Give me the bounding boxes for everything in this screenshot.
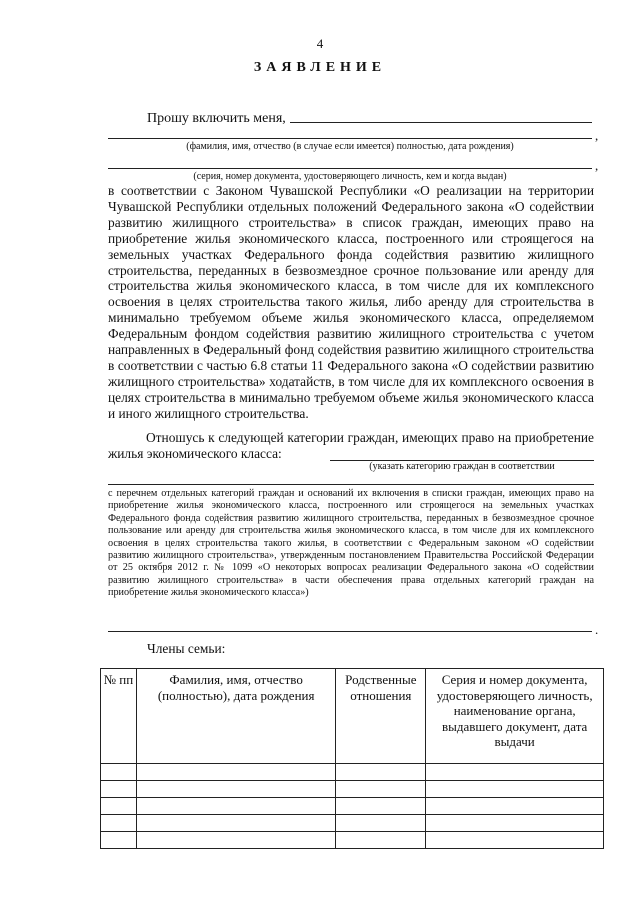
period: . (595, 622, 599, 637)
document-title: ЗАЯВЛЕНИЕ (253, 60, 387, 75)
table-cell[interactable] (136, 764, 335, 781)
header-full-name-text: Фамилия, имя, отчество (полностью), дата рождения (157, 672, 315, 703)
table-cell[interactable] (426, 764, 604, 781)
table-cell[interactable] (101, 815, 137, 832)
table-row (101, 798, 604, 815)
applicant-name-field-continued[interactable] (108, 138, 592, 139)
category-field-continued[interactable] (108, 484, 594, 485)
header-relationship (336, 669, 426, 764)
page-number: 4 (316, 36, 324, 51)
main-paragraph-text: в соответствии с Законом Чувашской Республики «О реализации на территории Чувашской Республики отдельных положений Федерального закона «О содействии развитию жилищного строительства» в список граждан, имеющих право на приобретение жилья экономического класса, построенного или строящегося на земельных участках Федерального фонда содействия развитию жилищного строительства, переданных в безвозмездное срочное пользование или аренду для строительства жилья экономического класса, в том числе для их комплексного освоения в целях строительства такого жилья, либо аренду для строительства в минимально требуемом объеме жилья экономического класса, определяемом Федеральным фондом содействия развитию жилищного строительства с учетом направленных в Федеральный фонд содействия развитию жилищного строительства в соответствии с частью 6.8 статьи 11 Федерального закона «О содействии развитию жилищного строительства» ходатайств, в том числе для их комплексного освоения в целях строительства в минимально требуемом объеме жилья экономического класса и иного жилищного строительства. (108, 183, 594, 421)
request-prompt: Прошу включить меня, (147, 111, 286, 126)
table-cell[interactable] (426, 832, 604, 849)
table-cell[interactable] (136, 798, 335, 815)
caption-name: (фамилия, имя, отчество (в случае если имеется) полностью, дата рождения) (186, 141, 514, 152)
table-cell[interactable] (136, 781, 335, 798)
category-note: с перечнем отдельных категорий граждан и оснований их включения в списки граждан, имеющих право на приобретение жилья экономического класса, построенного или строящегося на земельных участках Федерального фонда содействия развитию жилищного строительства, переданных в безвозмездное срочное пользование или аренду для строительства жилья экономического класса, в том числе для их комплексного освоения в целях строительства такого жилья, в соответствии с Федеральным законом «О содействии развитию жилищного строительства», утвержденным постановлением Правительства Российской Федерации от 25 октября 2012 г. № 1099 «О некоторых вопросах реализации Федерального закона «О содействии развитию жилищного строительства» в части обеспечения права отдельных категорий граждан на приобретение жилья экономического класса») (108, 488, 594, 599)
table-row (101, 781, 604, 798)
table-row (101, 832, 604, 849)
table-cell[interactable] (101, 764, 137, 781)
comma-1: , (595, 128, 599, 143)
header-number-text: № пп (103, 672, 134, 687)
table-cell[interactable] (101, 798, 137, 815)
header-id-document (426, 669, 604, 764)
comma-2: , (595, 158, 599, 173)
table-cell[interactable] (426, 798, 604, 815)
table-cell[interactable] (101, 781, 137, 798)
family-members-table (100, 668, 604, 849)
family-label: Члены семьи: (147, 641, 226, 656)
table-cell[interactable] (426, 815, 604, 832)
caption-document: (серия, номер документа, удостоверяющего личность, кем и когда выдан) (193, 171, 507, 182)
table-cell[interactable] (336, 764, 426, 781)
main-paragraph (108, 183, 594, 422)
table-cell[interactable] (336, 781, 426, 798)
caption-category: (указать категорию граждан в соответствии (369, 461, 555, 472)
table-row (101, 764, 604, 781)
table-row (101, 815, 604, 832)
table-cell[interactable] (426, 781, 604, 798)
header-full-name (136, 669, 335, 764)
table-cell[interactable] (336, 815, 426, 832)
header-relationship-text: Родственные отношения (345, 672, 417, 703)
category-paragraph: Отношусь к следующей категории граждан, имеющих право на приобретение жилья экономического класса: (108, 430, 594, 461)
header-number (101, 669, 137, 764)
table-cell[interactable] (336, 832, 426, 849)
table-cell[interactable] (136, 815, 335, 832)
table-cell[interactable] (101, 832, 137, 849)
table-cell[interactable] (336, 798, 426, 815)
table-cell[interactable] (136, 832, 335, 849)
category-field-final[interactable] (108, 631, 592, 632)
header-id-document-text: Серия и номер документа, удостоверяющего личность, наименование органа, выдавшего документ, дата выдачи (436, 672, 593, 749)
applicant-document-field[interactable] (108, 168, 592, 169)
applicant-name-field[interactable] (290, 122, 592, 123)
